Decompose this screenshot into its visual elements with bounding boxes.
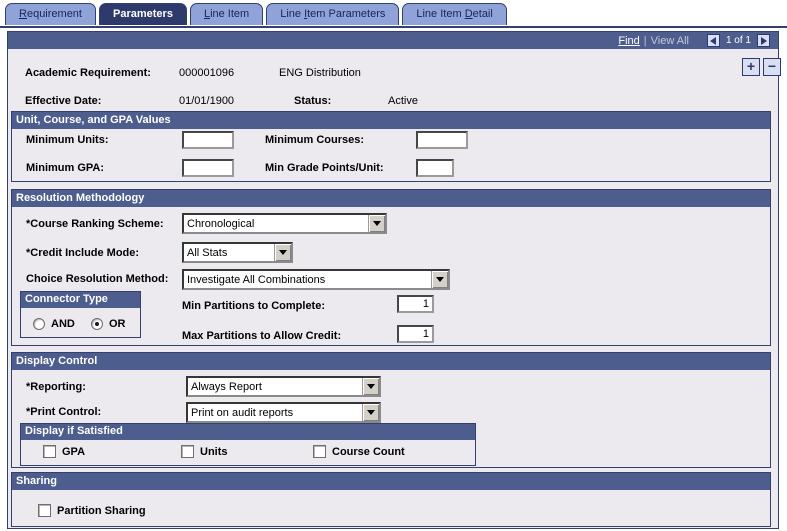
chevron-down-icon	[367, 384, 375, 389]
credit-include-label: *Credit Include Mode:	[26, 247, 140, 259]
course-count-checkbox[interactable]	[313, 445, 326, 458]
partition-sharing-checkbox[interactable]	[38, 504, 51, 517]
academic-requirement-name: ENG Distribution	[279, 67, 361, 79]
tab-line-item-parameters[interactable]: Line Item Parameters	[266, 3, 399, 25]
course-ranking-label: *Course Ranking Scheme:	[26, 218, 164, 230]
max-partitions-input[interactable]	[397, 325, 434, 343]
radio-dot-icon	[95, 322, 99, 326]
tab-requirement[interactable]: Requirement	[5, 3, 96, 25]
choice-resolution-dropdown[interactable]	[182, 269, 450, 290]
section-sharing-title: Sharing	[12, 473, 770, 490]
tab-line-item[interactable]: Line Item	[190, 3, 263, 25]
credit-include-value: All Stats	[187, 246, 228, 259]
add-row-button[interactable]	[742, 58, 760, 76]
reporting-dropdown-button[interactable]	[362, 378, 379, 395]
section-sharing	[11, 472, 771, 527]
delete-row-button[interactable]	[763, 58, 781, 76]
course-ranking-value: Chronological	[187, 217, 255, 230]
connector-type-title: Connector Type	[21, 292, 140, 308]
units-checkbox[interactable]	[181, 445, 194, 458]
print-control-label: *Print Control:	[26, 406, 102, 418]
status-label: Status:	[294, 95, 332, 107]
minimum-units-label: Minimum Units:	[26, 134, 109, 146]
course-count-checkbox-label: Course Count	[332, 446, 405, 458]
display-if-satisfied-groupbox	[20, 423, 476, 466]
reporting-value: Always Report	[191, 380, 262, 393]
previous-row-button[interactable]	[707, 34, 720, 47]
min-partitions-input[interactable]	[397, 295, 434, 313]
view-all-link[interactable]: View All	[650, 34, 689, 47]
tab-parameters[interactable]: Parameters	[99, 3, 187, 25]
chevron-down-icon	[436, 277, 444, 282]
tab-divider-line	[0, 26, 787, 28]
next-row-button[interactable]	[757, 34, 770, 47]
min-partitions-label: Min Partitions to Complete:	[182, 300, 325, 312]
course-ranking-dropdown-button[interactable]	[368, 215, 385, 232]
choice-resolution-label: Choice Resolution Method:	[26, 273, 169, 285]
scroll-header-bar	[8, 32, 778, 49]
gpa-checkbox-label: GPA	[62, 446, 86, 458]
tab-line-item-detail[interactable]: Line Item Detail	[402, 3, 506, 25]
chevron-down-icon	[279, 250, 287, 255]
minimum-courses-label: Minimum Courses:	[265, 134, 365, 146]
connector-and-label: AND	[51, 318, 75, 330]
minimum-courses-input[interactable]	[416, 131, 468, 149]
section-unit-course-gpa-title: Unit, Course, and GPA Values	[12, 112, 770, 129]
display-if-satisfied-title: Display if Satisfied	[21, 424, 475, 440]
minimum-gpa-label: Minimum GPA:	[26, 162, 105, 174]
academic-requirement-label: Academic Requirement:	[25, 67, 151, 79]
minimum-units-input[interactable]	[182, 131, 234, 149]
page-controls	[707, 34, 770, 47]
connector-and-radio[interactable]	[33, 318, 45, 330]
section-resolution-title: Resolution Methodology	[12, 190, 770, 207]
minus-icon: −	[767, 58, 777, 74]
connector-type-groupbox	[20, 291, 141, 338]
section-unit-course-gpa	[11, 111, 771, 182]
arrow-left-icon	[710, 37, 716, 45]
print-control-value: Print on audit reports	[191, 406, 294, 419]
min-grade-points-label: Min Grade Points/Unit:	[265, 162, 384, 174]
reporting-dropdown[interactable]	[186, 376, 381, 397]
course-ranking-dropdown[interactable]	[182, 213, 387, 234]
credit-include-dropdown-button[interactable]	[274, 244, 291, 261]
effective-date-label: Effective Date:	[25, 95, 102, 107]
units-checkbox-label: Units	[200, 446, 228, 458]
section-display-control	[11, 352, 771, 468]
choice-resolution-dropdown-button[interactable]	[431, 271, 448, 288]
chevron-down-icon	[373, 221, 381, 226]
reporting-label: *Reporting:	[26, 381, 86, 393]
minimum-gpa-input[interactable]	[182, 159, 234, 177]
choice-resolution-value: Investigate All Combinations	[187, 273, 326, 286]
page-indicator: 1 of 1	[725, 35, 751, 46]
credit-include-dropdown[interactable]	[182, 242, 293, 263]
header-separator: |	[643, 34, 647, 47]
plus-icon: +	[746, 58, 756, 74]
section-resolution-methodology	[11, 189, 771, 346]
max-partitions-label: Max Partitions to Allow Credit:	[182, 330, 342, 342]
section-display-control-title: Display Control	[12, 353, 770, 370]
chevron-down-icon	[367, 410, 375, 415]
main-panel	[7, 31, 779, 529]
arrow-right-icon	[761, 37, 767, 45]
gpa-checkbox[interactable]	[43, 445, 56, 458]
academic-requirement-id: 000001096	[179, 67, 235, 79]
print-control-dropdown[interactable]	[186, 402, 381, 423]
tab-strip	[5, 3, 507, 25]
connector-or-label: OR	[109, 318, 126, 330]
find-link[interactable]: Find	[618, 34, 640, 47]
connector-or-radio[interactable]	[91, 318, 103, 330]
print-control-dropdown-button[interactable]	[362, 404, 379, 421]
min-grade-points-input[interactable]	[416, 159, 454, 177]
status-value: Active	[388, 95, 418, 107]
partition-sharing-label: Partition Sharing	[57, 505, 146, 517]
effective-date-value: 01/01/1900	[179, 95, 235, 107]
